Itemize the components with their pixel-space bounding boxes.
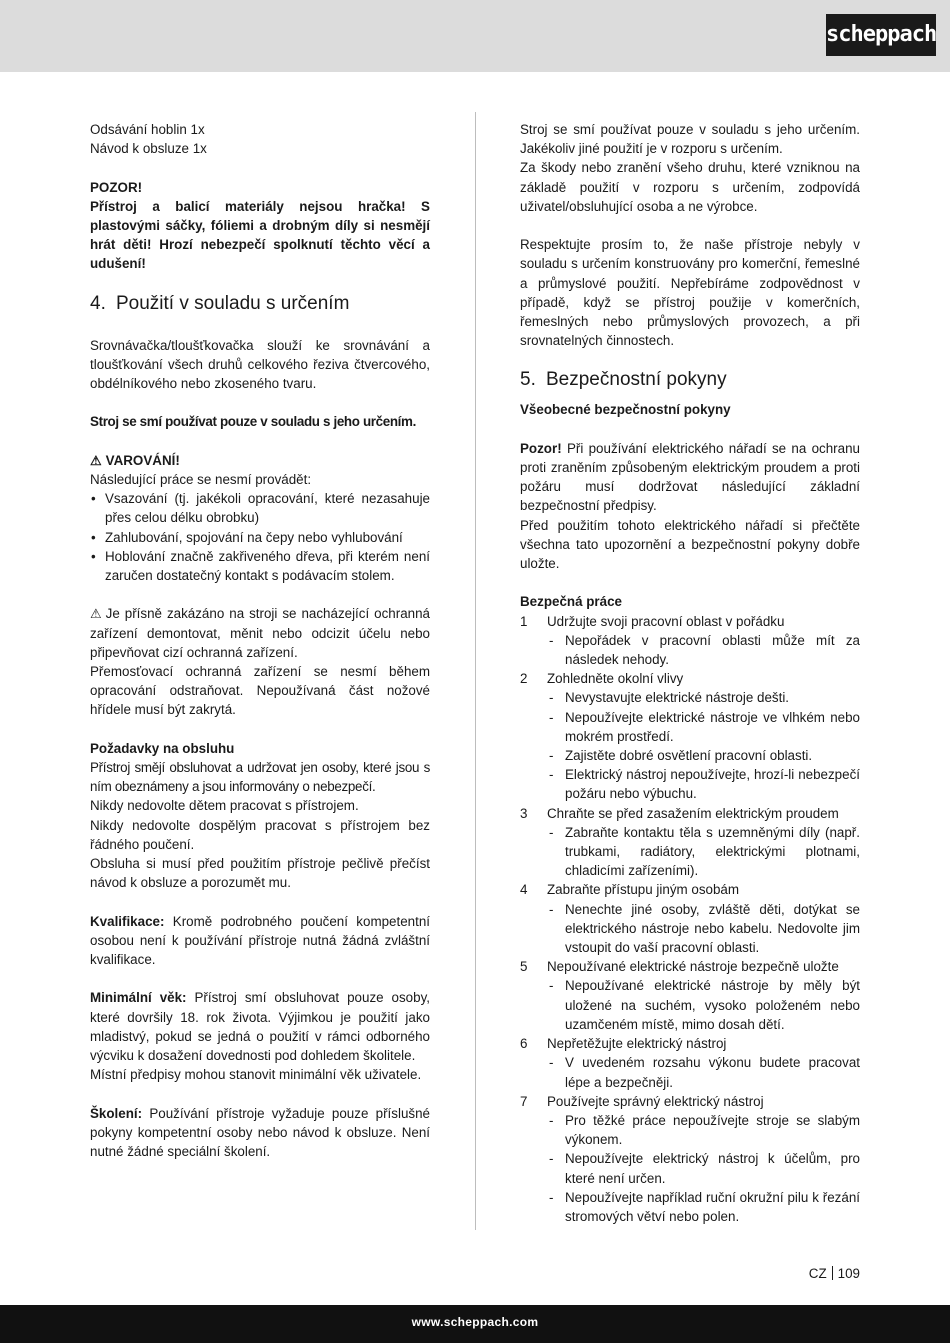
section-4-heading [90,292,430,316]
min-age-text: Přístroj smí obsluhovat pouze osoby, které dovršily 18. rok života. Výjimkou je použití jako mladistvý, pokud se jedná o použití v rámci odborného výcviku k dosažení dovednosti pod dohledem školitele. [90,990,430,1064]
list-subitem: - Zabraňte kontaktu těla s uzemněnými díly (např. trubkami, radiátory, elektrickými plotnami, chladicími zařízeními). [520,823,860,881]
section-4-title: Použití v souladu s určením [116,292,350,314]
warning2-b: Přemosťovací ochranná zařízení se nesmí během opracování odstraňovat. Nepoužívaná část nožové hřídele musí být zakrytá. [90,664,430,718]
pozor-paragraph [520,439,860,516]
list-item [520,880,860,899]
qualification-label: Kvalifikace: [90,913,165,929]
qualification-paragraph [90,912,430,970]
training-paragraph [90,1104,430,1162]
footer-band [0,1305,950,1343]
list-subitem: - Nevystavujte elektrické nástroje dešti. [520,688,860,707]
safety-numbered-list [520,612,860,1227]
list-subitem: - V uvedeném rozsahu výkonu budete pracovat lépe a bezpečněji. [520,1053,860,1091]
list-subitem: - Nepořádek v pracovní oblasti může mít za následek nehody. [520,631,860,669]
list-subitem: - Nepoužívejte elektrický nástroj k účelům, pro které není určen. [520,1149,860,1187]
intended-use-p2: Za škody nebo zranění všeho druhu, které vzniknou na základě použití v rozporu s určením, zodpovídá uživatel/obsluhující osoba a ne výrobce. [520,160,860,214]
list-item: • Vsazování (tj. jakékoli opracování, které nezasahuje přes celou délku obrobku) [90,489,430,527]
training-label: Školení: [90,1105,143,1121]
list-item-number: 5 [520,959,528,975]
list-subitem: - Nepoužívejte elektrické nástroje ve vlhkém nebo mokrém prostředí. [520,708,860,746]
list-subitem: - Zajistěte dobré osvětlení pracovní oblasti. [520,746,860,765]
list-item-number: 7 [520,1093,528,1109]
right-column [520,120,860,1226]
warning-triangle-icon: ⚠ [90,606,102,622]
general-safety-title: Všeobecné bezpečnostní pokyny [520,402,731,418]
list-item [520,1034,860,1053]
list-item [520,612,860,631]
left-column [90,120,430,1161]
pozor-p2: Před použitím tohoto elektrického nářadí si přečtěte všechna tato upozornění a bezpečnostní pokyny dobře uložte. [520,517,860,572]
min-age-paragraph [90,988,430,1065]
list-item-text: Zohledněte okolní vlivy [547,671,684,687]
s4-paragraph: Srovnávačka/tloušťkovačka slouží ke srovnávání a tloušťkování všech druhů celkového řeziva čtvercového, obdélníkového nebo zkoseného tvaru. [90,337,430,392]
list-item-number: 3 [520,805,528,821]
accessory-line: Odsávání hoblin 1x [90,122,205,137]
manual-line: Návod k obsluze 1x [90,141,207,157]
page-language: CZ [808,1266,827,1281]
header-band [0,0,950,72]
list-subitem: - Nepoužívané elektrické nástroje by měly být uložené na suchém, vysoko položeném nebo uzamčeném místě, mimo dosah dětí. [520,976,860,1034]
pozor-title: POZOR! [90,179,143,195]
warning-intro: Následující práce se nesmí provádět: [90,472,312,487]
warning2-text [90,604,430,662]
intended-use-p1: Stroj se smí používat pouze v souladu s jeho určením. Jakékoliv jiné použití je v rozporu s určením. [520,122,860,157]
section-4-number: 4. [90,292,106,314]
list-item: • Zahlubování, spojování na čepy nebo vyhlubování [90,528,430,547]
list-item-number: 2 [520,671,528,687]
warning2-a: Je přísně zakázáno na stroji se nacházející ochranná zařízení demontovat, měnit nebo odcizit účelu nebo připevňovat cizí ochranná zařízení. [90,606,430,660]
page-number [780,1264,860,1283]
pozor-text: Přístroj a balicí materiály nejsou hračka! S plastovými sáčky, fóliemi a drobným díly si nesmějí hrát děti! Hrozí nebezpečí spolknutí těchto věcí a udušení! [90,198,430,272]
s4-bold-note: Stroj se smí používat pouze v souladu s jeho určením. [90,414,416,430]
min-age-p2: Místní předpisy mohou stanovit minimální věk uživatele. [90,1067,422,1083]
training-text: Používání přístroje vyžaduje pouze příslušné pokyny kompetentní osoby nebo návod k obsluze. Není nutné žádné speciální školení. [90,1105,430,1160]
warning-list [90,489,430,585]
list-item-text: Nepřetěžujte elektrický nástroj [547,1036,727,1052]
requirements-p4: Obsluha si musí před použitím přístroje pečlivě přečíst návod k obsluze a porozumět mu. [90,856,430,891]
section-5-number: 5. [520,369,536,391]
list-item-text: Zabraňte přístupu jiným osobám [547,882,740,898]
list-item-text: Udržujte svoji pracovní oblast v pořádku [547,613,785,629]
requirements-title: Požadavky na obsluhu [90,740,235,756]
list-subitem: - Nenechte jiné osoby, zvláště děti, dotýkat se elektrického nástroje nebo kabelu. Nedovolte jim vstoupit do vaší pracovní oblasti. [520,900,860,958]
list-item-text: Chraňte se před zasažením elektrickým proudem [547,805,839,821]
warning-heading [90,451,430,470]
safe-work-title: Bezpečná práce [520,594,622,610]
column-divider [475,112,476,1230]
brand-logo: scheppach [826,14,936,56]
list-item [520,1092,860,1111]
section-5-heading [520,368,860,392]
min-age-label: Minimální věk: [90,990,187,1006]
footer-url: www.scheppach.com [411,1315,539,1329]
list-item-text: Používejte správný elektrický nástroj [547,1093,764,1109]
section-5-title: Bezpečnostní pokyny [546,369,727,391]
requirements-p1: Přístroj smějí obsluhovat a udržovat jen osoby, které jsou s ním obeznámeny a jsou informovány o nebezpečí. [90,760,430,795]
pozor-text: Při používání elektrického nářadí se na ochranu proti zraněním způsobeným elektrickým proudem a proti požáru musí dodržovat následující základní bezpečnostní předpisy. [520,440,860,514]
list-item-number: 4 [520,882,528,898]
requirements-p3: Nikdy nedovolte dospělým pracovat s přístrojem bez řádného poučení. [90,817,430,852]
list-item-number: 6 [520,1036,528,1052]
list-item [520,804,860,823]
list-subitem: - Nepoužívejte například ruční okružní pilu k řezání stromových větví nebo polen. [520,1188,860,1226]
list-item [520,669,860,688]
list-item: • Hoblování značně zakřiveného dřeva, při kterém není zaručen dostatečný kontakt s podávacím stolem. [90,547,430,585]
list-item-number: 1 [520,613,528,629]
list-subitem: - Pro těžké práce nepoužívejte stroje se slabým výkonem. [520,1111,860,1149]
list-subitem: - Elektrický nástroj nepoužívejte, hrozí-li nebezpečí požáru nebo výbuchu. [520,765,860,803]
intended-use-p3: Respektujte prosím to, že naše přístroje nebyly v souladu s určením konstruovány pro komerční, řemeslné a průmyslové použití. Nepřebíráme zodpovědnost v případě, když se přístroj použije v komerčních, řemeslných nebo průmyslových provozech, a při srovnatelných činnostech. [520,237,860,349]
warning-title: VAROVÁNÍ! [105,452,180,468]
list-item [520,957,860,976]
warning-triangle-icon: ⚠ [90,452,102,468]
page-number-value: 109 [837,1266,860,1281]
pozor-label: Pozor! [520,440,562,456]
requirements-p2: Nikdy nedovolte dětem pracovat s přístrojem. [90,798,359,814]
list-item-text: Nepoužívané elektrické nástroje bezpečně uložte [547,959,839,975]
qualification-text: Kromě podrobného poučení kompetentní osobou není k používání přístroje nutná žádná zvláštní kvalifikace. [90,913,430,968]
